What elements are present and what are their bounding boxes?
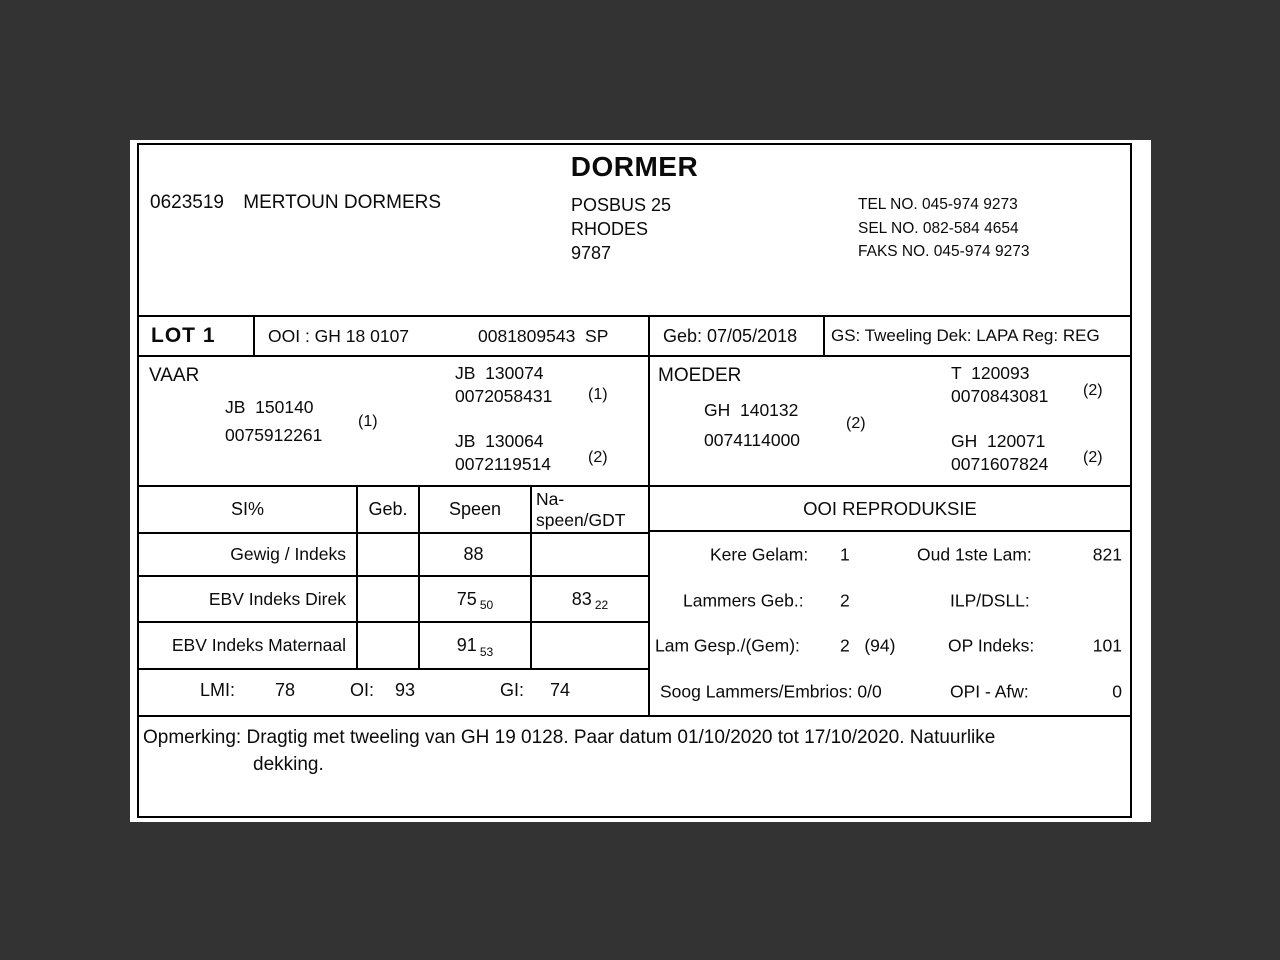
si-table bbox=[139, 487, 648, 670]
opi-afw-value: 0 bbox=[1112, 681, 1122, 702]
ilp-dsll-label: ILP/DSLL: bbox=[950, 590, 1030, 611]
ooi-id: OOI : GH 18 0107 bbox=[268, 325, 410, 346]
lot-row bbox=[139, 315, 1130, 355]
soog-lammers-label: Soog Lammers/Embrios: 0/0 bbox=[660, 681, 882, 702]
gs-cell bbox=[825, 317, 1130, 355]
lmi-value: 78 bbox=[275, 680, 296, 700]
moeder-dam-id: GH 120071 bbox=[951, 431, 1046, 451]
repro-row-soog-lammers bbox=[650, 669, 1130, 715]
speen-accuracy: 53 bbox=[479, 644, 494, 659]
speen-value: 88 bbox=[463, 544, 484, 564]
vaar-label: VAAR bbox=[149, 365, 200, 386]
opmerking-line1: Opmerking: Dragtig met tweeling van GH 19 0128. Paar datum 01/10/2020 tot 17/10/2020. Natuurlike bbox=[143, 727, 996, 748]
si-header-row bbox=[139, 487, 648, 534]
si-header-naspeen bbox=[532, 487, 648, 532]
address-line-1: POSBUS 25 bbox=[571, 195, 672, 215]
moeder-cell bbox=[650, 357, 1130, 485]
kere-gelam-value: 1 bbox=[840, 544, 850, 565]
ooi-reg-number: 0081809543 SP bbox=[478, 325, 609, 346]
breeder-line bbox=[150, 192, 441, 214]
si-naspeen-value bbox=[532, 534, 648, 575]
lam-gesp-label: Lam Gesp./(Gem): bbox=[655, 635, 800, 656]
lammers-geb-value: 2 bbox=[840, 590, 850, 611]
lam-gesp-value: 2 (94) bbox=[840, 635, 896, 656]
gi-value: 74 bbox=[550, 680, 571, 700]
opmerking-line2: dekking. bbox=[253, 754, 324, 775]
si-header-naspeen-line1: Na- bbox=[536, 489, 565, 509]
si-header-geb: Geb. bbox=[358, 487, 420, 532]
vaar-dam-id: JB 130064 bbox=[455, 431, 544, 451]
address-line-2: RHODES bbox=[571, 219, 649, 239]
op-indeks-label: OP Indeks: bbox=[948, 635, 1035, 656]
birth-date-cell bbox=[650, 317, 825, 355]
si-header-speen: Speen bbox=[420, 487, 532, 532]
repro-row-kere-gelam bbox=[650, 532, 1130, 578]
oud-1ste-lam-value: 821 bbox=[1092, 544, 1122, 565]
si-naspeen-value bbox=[532, 623, 648, 668]
vaar-animal-note: (1) bbox=[358, 413, 378, 430]
vaar-sire-note: (1) bbox=[588, 386, 608, 403]
moeder-dam-reg: 0071607824 bbox=[951, 454, 1049, 474]
oi-label: OI: bbox=[350, 680, 375, 700]
si-header-label: SI% bbox=[139, 487, 358, 532]
gs-info: GS: Tweeling Dek: LAPA Reg: REG bbox=[831, 326, 1100, 345]
vaar-animal-id: JB 150140 bbox=[225, 397, 314, 417]
member-number: 0623519 bbox=[150, 192, 224, 213]
lammers-geb-label: Lammers Geb.: bbox=[683, 590, 804, 611]
indices-row bbox=[139, 670, 648, 715]
address-line-3: 9787 bbox=[571, 243, 612, 263]
vaar-sire-id: JB 130074 bbox=[455, 363, 544, 383]
si-naspeen-value bbox=[532, 577, 648, 621]
faks-line: FAKS NO. 045-974 9273 bbox=[858, 243, 1030, 260]
middle-section bbox=[139, 485, 1130, 715]
vaar-dam-reg: 0072119514 bbox=[455, 454, 552, 474]
si-row-ebv-maternaal bbox=[139, 623, 648, 668]
si-row-label: EBV Indeks Maternaal bbox=[139, 623, 358, 668]
address-block bbox=[571, 193, 671, 265]
vaar-animal-reg: 0075912261 bbox=[225, 425, 323, 445]
si-geb-value bbox=[358, 577, 420, 621]
si-speen-value bbox=[420, 623, 532, 668]
lot-number-cell bbox=[139, 317, 255, 355]
si-geb-value bbox=[358, 623, 420, 668]
speen-value: 91 bbox=[456, 635, 477, 655]
oud-1ste-lam-label: Oud 1ste Lam: bbox=[917, 544, 1032, 565]
pedigree-row bbox=[139, 355, 1130, 485]
repro-panel bbox=[650, 487, 1130, 715]
contact-block bbox=[858, 193, 1029, 264]
op-indeks-value: 101 bbox=[1092, 635, 1122, 656]
si-row-label: Gewig / Indeks bbox=[139, 534, 358, 575]
moeder-dam-note: (2) bbox=[1083, 449, 1103, 466]
moeder-animal-id: GH 140132 bbox=[704, 400, 799, 420]
oi-value: 93 bbox=[395, 680, 416, 700]
si-row-ebv-direk bbox=[139, 577, 648, 623]
speen-accuracy: 50 bbox=[479, 598, 494, 612]
vaar-dam-note: (2) bbox=[588, 449, 608, 466]
breeder-name: MERTOUN DORMERS bbox=[243, 192, 442, 213]
catalog-card bbox=[137, 143, 1132, 818]
repro-row-lammers-geb bbox=[650, 578, 1130, 624]
moeder-animal-reg: 0074114000 bbox=[704, 430, 801, 450]
moeder-animal-note: (2) bbox=[846, 415, 866, 432]
repro-rows bbox=[650, 532, 1130, 715]
gi-label: GI: bbox=[500, 680, 525, 700]
opi-afw-label: OPI - Afw: bbox=[950, 681, 1029, 702]
breed-title: DORMER bbox=[570, 151, 699, 182]
moeder-sire-note: (2) bbox=[1083, 382, 1103, 399]
lmi-label: LMI: bbox=[200, 680, 236, 700]
si-geb-value bbox=[358, 534, 420, 575]
naspeen-value: 83 bbox=[571, 588, 592, 609]
lot-number: LOT 1 bbox=[151, 324, 216, 347]
si-speen-value bbox=[420, 577, 532, 621]
si-column bbox=[139, 487, 650, 715]
si-header-naspeen-line2: speen/GDT bbox=[536, 510, 626, 530]
ooi-cell bbox=[255, 317, 650, 355]
opmerking-section bbox=[139, 715, 1130, 778]
si-row-gewig bbox=[139, 534, 648, 577]
speen-value: 75 bbox=[456, 588, 477, 609]
repro-row-lam-gesp bbox=[650, 624, 1130, 670]
si-row-label: EBV Indeks Direk bbox=[139, 577, 358, 621]
kere-gelam-label: Kere Gelam: bbox=[710, 544, 809, 565]
vaar-cell bbox=[139, 357, 650, 485]
birth-date: Geb: 07/05/2018 bbox=[663, 325, 798, 346]
document-page bbox=[130, 140, 1151, 822]
sel-line: SEL NO. 082-584 4654 bbox=[858, 219, 1019, 237]
tel-line: TEL NO. 045-974 9273 bbox=[858, 196, 1018, 213]
si-speen-value bbox=[420, 534, 532, 575]
naspeen-accuracy: 22 bbox=[594, 598, 609, 612]
vaar-sire-reg: 0072058431 bbox=[455, 386, 553, 406]
moeder-sire-id: T 120093 bbox=[951, 363, 1030, 383]
moeder-label: MOEDER bbox=[658, 365, 742, 386]
moeder-sire-reg: 0070843081 bbox=[951, 386, 1049, 406]
repro-title: OOI REPRODUKSIE bbox=[650, 487, 1130, 532]
